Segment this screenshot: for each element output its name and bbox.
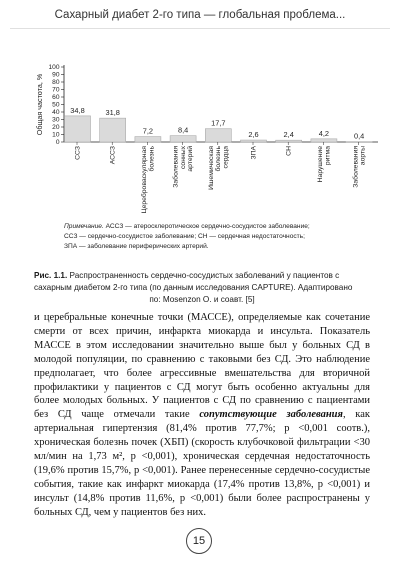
y-tick-label-3: 30 bbox=[52, 116, 60, 124]
x-tick-label-7-0: Нарушение bbox=[317, 146, 325, 183]
figure-caption-source: по: Mosenzon O. и соавт. [5] bbox=[149, 295, 255, 304]
bar-7 bbox=[311, 139, 337, 142]
bar-value-label-3: 8,4 bbox=[177, 125, 189, 135]
bar-value-label-1: 31,8 bbox=[105, 108, 120, 118]
x-tick-label-4-1: болезнь bbox=[215, 146, 223, 172]
bar-value-label-7: 4,2 bbox=[318, 128, 330, 138]
bar-value-label-5: 2,6 bbox=[248, 130, 259, 140]
prevalence-bar-chart bbox=[0, 0, 400, 230]
page-number: 15 bbox=[186, 528, 212, 554]
figure-caption bbox=[34, 270, 370, 306]
y-tick-label-5: 50 bbox=[52, 101, 60, 109]
x-tick-label-8-1: аорты bbox=[359, 146, 367, 166]
chart-note bbox=[64, 222, 364, 252]
x-tick-label-3-2: артерий bbox=[187, 146, 195, 172]
bar-2 bbox=[135, 137, 161, 142]
note-line-2: ССЗ — сердечно-сосудистое заболевание; СН — сердечная недостаточность; bbox=[64, 233, 305, 240]
y-tick-label-9: 90 bbox=[52, 71, 60, 79]
bar-value-label-8: 0,4 bbox=[353, 131, 365, 141]
figure-caption-text: Распространенность сердечно-сосудистых заболеваний у пациентов с сахарным диабетом 2-го типа (по данным исследования CAPTURE). Адаптировано bbox=[34, 271, 353, 292]
y-tick-label-4: 40 bbox=[52, 109, 60, 116]
x-tick-label-0-0: ССЗ bbox=[74, 146, 82, 160]
x-tick-label-4-0: Ишемическая bbox=[207, 146, 215, 190]
bar-value-label-6: 2,4 bbox=[283, 130, 294, 140]
bar-3 bbox=[170, 136, 196, 142]
bar-6 bbox=[276, 140, 302, 142]
x-tick-label-6-0: СН bbox=[285, 146, 293, 156]
note-line-1: АССЗ — атеросклеротическое сердечно-сосудистое заболевание; bbox=[105, 223, 310, 230]
bar-value-label-2: 7,2 bbox=[142, 126, 154, 136]
bar-value-label-4: 17,7 bbox=[211, 118, 226, 128]
x-tick-label-1-0: АССЗ bbox=[109, 146, 117, 165]
body-text-part-2: , как артериальная гипертензия (81,4% против 77,7%; p <0,001 соотв.), хроническая болезнь почек (ХБП) (скорость клубочковой фильтрации <30 мл/мин на 1,73 м², p <0,001), хроническая сердечная недостаточность (19,6% против 15,7%, p <0,001). Ранее перенесенные сердечно-сосудистые события, такие как инфаркт миокарда (17,4% против 13,8%, p <0,001) и инсульт (14,8% против 11,6%, p <0,001) были более распространены у больных СД, чем у пациентов без них. bbox=[34, 409, 370, 518]
body-text-part-1: и церебральные конечные точки (МАССЕ), определяемые как сочетание смерти от всех причин, инфаркта миокарда и инсульта. Показатель МАССЕ в этом исследовании значительно выше был у больных СД в молодой популяции, по сравнению с таковыми без СД. Это наблюдение предполагает, что более агрессивные вмешательства для вторичной профилактики у пациентов с СД могут быть особенно актуальны для более молодых больных. У пациентов с СД по сравнению с пациентами без СД чаще отмечали такие bbox=[34, 312, 370, 421]
bar-0 bbox=[65, 116, 91, 142]
figure-caption-label: Рис. 1.1. bbox=[34, 271, 68, 280]
y-tick-label-8: 80 bbox=[52, 79, 60, 86]
x-tick-label-4-2: сердца bbox=[222, 146, 230, 169]
y-tick-label-7: 70 bbox=[52, 86, 60, 94]
bar-4 bbox=[205, 129, 231, 142]
bar-1 bbox=[100, 118, 126, 142]
bar-value-label-0: 34,8 bbox=[70, 105, 85, 115]
bar-5 bbox=[241, 140, 267, 142]
x-tick-label-7-1: ритма bbox=[324, 146, 332, 166]
y-tick-label-0: 0 bbox=[55, 139, 60, 146]
y-tick-label-6: 60 bbox=[52, 94, 60, 101]
note-label: Примечание. bbox=[64, 223, 104, 230]
x-tick-label-3-0: Заболевания bbox=[172, 146, 180, 188]
x-tick-label-2-1: болезнь bbox=[148, 146, 156, 172]
x-tick-label-5-0: ЗПА bbox=[250, 146, 258, 160]
x-tick-label-2-0: Цереброваскулярная bbox=[141, 146, 149, 214]
body-paragraph bbox=[34, 311, 370, 520]
body-text-emphasis: сопутствующие заболевания bbox=[199, 409, 343, 421]
x-tick-label-3-1: сонных bbox=[179, 146, 187, 170]
note-line-3: ЗПА — заболевание периферических артерий. bbox=[64, 243, 209, 250]
y-tick-label-10: 100 bbox=[48, 64, 60, 71]
y-axis-label: Общая частота, % bbox=[35, 73, 44, 136]
running-header-title: Сахарный диабет 2-го типа — глобальная проблема... bbox=[54, 9, 346, 21]
x-tick-label-8-0: Заболевания bbox=[352, 146, 360, 188]
y-tick-label-1: 10 bbox=[52, 131, 60, 139]
y-tick-label-2: 20 bbox=[52, 124, 60, 131]
